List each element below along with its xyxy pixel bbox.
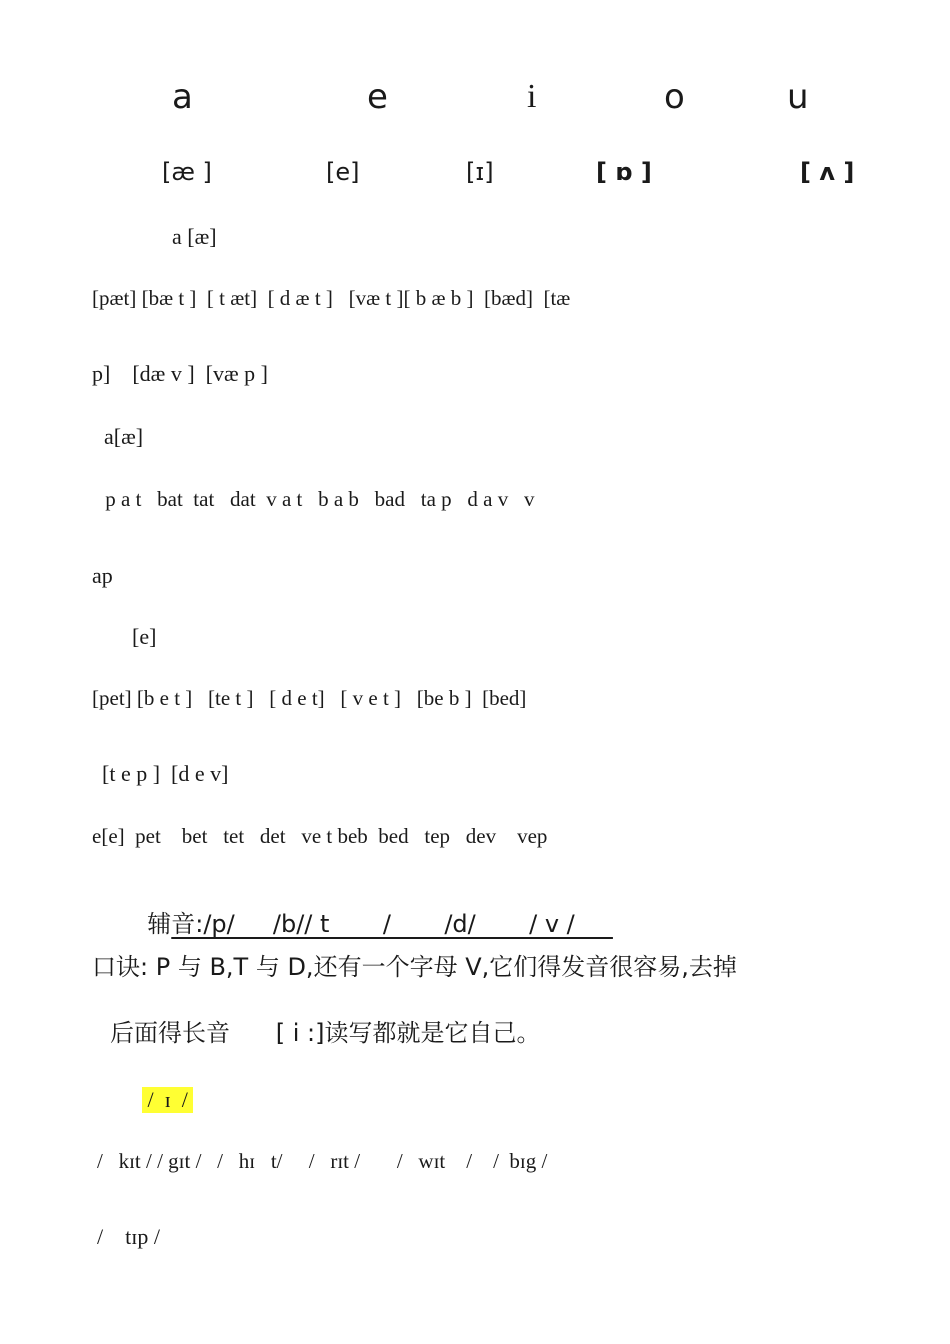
vowel-a: a: [172, 77, 193, 117]
i-words-line-2: / tɪp /: [97, 1224, 160, 1249]
a-ipa-line-1: [pæt] [bæ t ] [ t æt] [ d æ t ] [væ t ][ b æ b ] [bæd] [tæ: [92, 286, 571, 310]
consonants-line: [132, 888, 613, 936]
e-section-heading: [e]: [132, 624, 157, 649]
consonants-label: 辅: [147, 910, 172, 938]
i-words-line-1: / kɪt / / gɪt / / hɪ t/ / rɪt / / wɪt / / bɪg /: [97, 1149, 548, 1173]
a-words-line-2: ap: [92, 563, 113, 588]
vowel-ipa-o: [ ɒ ]: [596, 158, 652, 186]
i-section-heading: / ɪ /: [142, 1087, 194, 1112]
e-ipa-line-1: [pet] [b e t ] [te t ] [ d e t] [ v e t ] [be b ] [bed]: [92, 686, 527, 710]
vowel-o: o: [664, 77, 685, 117]
a-words-heading: a[æ]: [104, 424, 144, 449]
mnemonic-line-2: 后面得长音 [ i :]读写都就是它自己。: [110, 1019, 541, 1047]
vowel-ipa-a: [æ ]: [162, 158, 212, 186]
vowel-ipa-u: [ ʌ ]: [800, 158, 855, 186]
vowel-ipa-i: [ɪ]: [466, 158, 494, 186]
e-ipa-line-2: [t e p ] [d e v]: [102, 761, 229, 786]
vowel-i: i: [527, 78, 537, 115]
mnemonic-line-1: 口诀: P 与 B,T 与 D,还有一个字母 V,它们得发音很容易,去掉: [92, 953, 737, 981]
e-words-line: e[e] pet bet tet det ve t beb bed tep dev vep: [92, 824, 548, 848]
a-ipa-line-2: p] [dæ v ] [væ p ]: [92, 361, 268, 386]
vowel-u: u: [787, 77, 809, 117]
vowel-e: e: [367, 77, 388, 117]
a-words-line-1: p a t bat tat dat v a t b a b bad ta p d a v v: [100, 487, 535, 511]
vowel-ipa-e: [e]: [326, 158, 360, 186]
a-section-heading: a [æ]: [172, 224, 217, 249]
consonants-list: 音:/p/ /b// t / /d/ / v /: [171, 910, 613, 938]
